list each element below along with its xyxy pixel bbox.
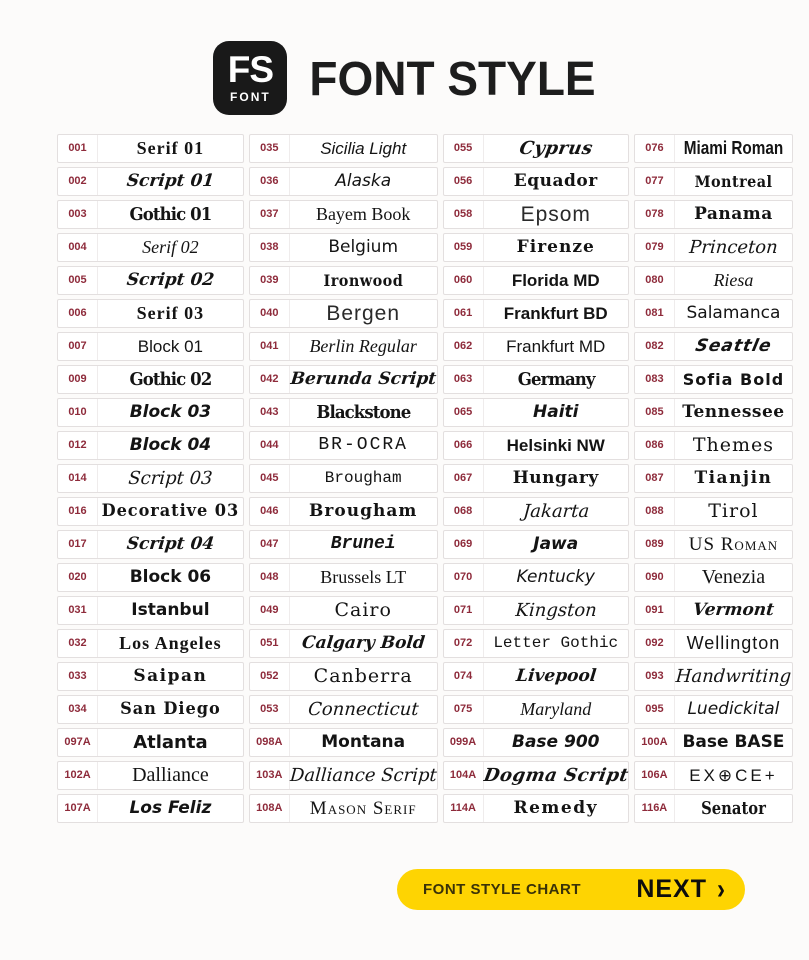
font-code: 005 bbox=[58, 267, 98, 294]
font-code: 047 bbox=[250, 531, 290, 558]
font-row bbox=[634, 464, 793, 493]
font-code: 114A bbox=[444, 795, 484, 822]
font-row bbox=[249, 365, 438, 394]
font-sample: Script 01 bbox=[125, 171, 216, 191]
font-row bbox=[249, 167, 438, 196]
font-code: 007 bbox=[58, 333, 98, 360]
font-row bbox=[634, 134, 793, 163]
font-code: 032 bbox=[58, 630, 98, 657]
font-style-grid bbox=[57, 134, 792, 827]
header bbox=[0, 0, 809, 120]
font-sample: Block 06 bbox=[129, 567, 212, 587]
logo-fs-text: FS bbox=[227, 48, 274, 90]
font-code: 098A bbox=[250, 729, 290, 756]
font-row bbox=[57, 464, 244, 493]
font-code: 083 bbox=[635, 366, 675, 393]
font-code: 052 bbox=[250, 663, 290, 690]
font-row bbox=[443, 332, 629, 361]
font-code: 103A bbox=[250, 762, 290, 789]
font-sample: Belgium bbox=[328, 237, 399, 257]
font-sample: US Roman bbox=[688, 534, 779, 555]
font-code: 041 bbox=[250, 333, 290, 360]
font-row bbox=[249, 563, 438, 592]
font-row bbox=[634, 266, 793, 295]
font-code: 091 bbox=[635, 597, 675, 624]
next-button[interactable] bbox=[397, 869, 745, 910]
font-sample: Script 04 bbox=[125, 534, 216, 554]
font-row bbox=[443, 200, 629, 229]
font-row bbox=[57, 662, 244, 691]
font-sample: Bayem Book bbox=[315, 204, 411, 224]
font-code: 069 bbox=[444, 531, 484, 558]
font-row bbox=[634, 794, 793, 823]
font-code: 100A bbox=[635, 729, 675, 756]
font-row bbox=[249, 761, 438, 790]
font-code: 097A bbox=[58, 729, 98, 756]
font-sample: Atlanta bbox=[133, 732, 208, 753]
font-row bbox=[57, 530, 244, 559]
font-row bbox=[634, 200, 793, 229]
font-sample: Dogma Script bbox=[481, 765, 630, 786]
font-code: 009 bbox=[58, 366, 98, 393]
font-code: 067 bbox=[444, 465, 484, 492]
font-sample: Montreal bbox=[694, 172, 773, 191]
font-code: 001 bbox=[58, 135, 98, 162]
font-code: 060 bbox=[444, 267, 484, 294]
font-sample: Blackstone bbox=[316, 402, 411, 423]
font-code: 037 bbox=[250, 201, 290, 228]
font-sample: Luedickital bbox=[687, 699, 780, 719]
font-sample: Berlin Regular bbox=[309, 336, 417, 356]
font-sample: Cyprus bbox=[517, 138, 595, 159]
font-code: 062 bbox=[444, 333, 484, 360]
font-row bbox=[57, 332, 244, 361]
font-sample: Montana bbox=[321, 732, 406, 752]
font-row bbox=[634, 365, 793, 394]
font-code: 092 bbox=[635, 630, 675, 657]
font-row bbox=[634, 332, 793, 361]
font-row bbox=[634, 497, 793, 526]
font-sample: Gothic 01 bbox=[129, 204, 212, 225]
font-sample: Mason Serif bbox=[309, 798, 417, 819]
font-sample: Miami Roman bbox=[683, 138, 784, 158]
font-row bbox=[249, 233, 438, 262]
chevron-right-icon: › bbox=[717, 872, 725, 906]
font-sample: Senator bbox=[701, 798, 766, 819]
font-code: 045 bbox=[250, 465, 290, 492]
font-row bbox=[249, 497, 438, 526]
font-sample: San Diego bbox=[120, 699, 221, 719]
font-code: 086 bbox=[635, 432, 675, 459]
font-code: 006 bbox=[58, 300, 98, 327]
font-sample: Sofia Bold bbox=[682, 370, 785, 389]
font-code: 095 bbox=[635, 696, 675, 723]
font-sample: Block 04 bbox=[129, 435, 212, 455]
font-sample: Remedy bbox=[513, 798, 598, 818]
font-code: 116A bbox=[635, 795, 675, 822]
font-code: 080 bbox=[635, 267, 675, 294]
font-sample: Panama bbox=[694, 204, 773, 224]
font-sample: Germany bbox=[517, 369, 595, 390]
font-code: 020 bbox=[58, 564, 98, 591]
font-sample: Jakarta bbox=[521, 501, 590, 522]
font-row bbox=[57, 200, 244, 229]
font-row bbox=[443, 464, 629, 493]
font-sample: Tennessee bbox=[682, 402, 785, 422]
font-code: 079 bbox=[635, 234, 675, 261]
font-sample: Princeton bbox=[688, 237, 779, 258]
font-row bbox=[249, 662, 438, 691]
font-code: 056 bbox=[444, 168, 484, 195]
font-code: 066 bbox=[444, 432, 484, 459]
font-sample: Salamanca bbox=[686, 303, 781, 323]
font-code: 033 bbox=[58, 663, 98, 690]
font-code: 075 bbox=[444, 696, 484, 723]
font-code: 010 bbox=[58, 399, 98, 426]
font-code: 081 bbox=[635, 300, 675, 327]
font-sample: Brougham bbox=[324, 469, 402, 487]
font-code: 106A bbox=[635, 762, 675, 789]
font-row bbox=[249, 695, 438, 724]
font-code: 039 bbox=[250, 267, 290, 294]
font-sample: Tirol bbox=[708, 500, 759, 522]
font-row bbox=[249, 134, 438, 163]
font-sample: Script 03 bbox=[127, 468, 214, 489]
font-code: 077 bbox=[635, 168, 675, 195]
font-row bbox=[57, 134, 244, 163]
font-row bbox=[57, 266, 244, 295]
font-sample: Seattle bbox=[693, 336, 774, 356]
font-row bbox=[443, 233, 629, 262]
font-row bbox=[249, 530, 438, 559]
font-sample: Florida MD bbox=[511, 271, 600, 290]
font-sample: Jawa bbox=[533, 534, 579, 554]
font-code: 048 bbox=[250, 564, 290, 591]
font-sample: Frankfurt MD bbox=[506, 337, 606, 356]
font-sample: Los Feliz bbox=[129, 798, 212, 818]
font-row bbox=[57, 794, 244, 823]
font-code: 099A bbox=[444, 729, 484, 756]
font-sample: Block 03 bbox=[129, 402, 212, 422]
font-sample: Kentucky bbox=[516, 567, 595, 587]
font-row bbox=[634, 299, 793, 328]
font-sample: Hungary bbox=[512, 468, 599, 488]
font-code: 102A bbox=[58, 762, 98, 789]
font-sample: Handwriting bbox=[674, 666, 792, 687]
font-sample: Epsom bbox=[520, 203, 591, 226]
font-row bbox=[57, 497, 244, 526]
font-code: 090 bbox=[635, 564, 675, 591]
font-sample: Haiti bbox=[533, 402, 579, 422]
font-column-4 bbox=[634, 134, 793, 827]
font-code: 034 bbox=[58, 696, 98, 723]
font-row bbox=[443, 134, 629, 163]
font-row bbox=[249, 431, 438, 460]
font-row bbox=[443, 497, 629, 526]
font-code: 003 bbox=[58, 201, 98, 228]
font-sample: Bergen bbox=[326, 302, 401, 325]
font-row bbox=[634, 596, 793, 625]
font-sample: Ironwood bbox=[323, 271, 404, 290]
font-sample: Helsinki NW bbox=[506, 436, 605, 455]
font-row bbox=[57, 596, 244, 625]
font-row bbox=[634, 563, 793, 592]
font-code: 053 bbox=[250, 696, 290, 723]
font-row bbox=[443, 365, 629, 394]
font-row bbox=[443, 662, 629, 691]
font-code: 088 bbox=[635, 498, 675, 525]
font-sample: Brussels LT bbox=[320, 567, 407, 587]
next-label: NEXT bbox=[636, 875, 707, 903]
fs-font-logo bbox=[213, 41, 287, 115]
font-row bbox=[249, 728, 438, 757]
next-wrap bbox=[636, 872, 725, 906]
font-row bbox=[57, 398, 244, 427]
font-row bbox=[443, 596, 629, 625]
font-sample: Decorative 03 bbox=[101, 501, 240, 521]
font-row bbox=[634, 629, 793, 658]
font-code: 017 bbox=[58, 531, 98, 558]
font-sample: Base BASE bbox=[682, 732, 785, 752]
font-row bbox=[443, 629, 629, 658]
font-sample: Serif 01 bbox=[136, 138, 205, 158]
font-code: 049 bbox=[250, 597, 290, 624]
font-code: 059 bbox=[444, 234, 484, 261]
font-sample: Themes bbox=[692, 434, 775, 456]
font-row bbox=[634, 167, 793, 196]
font-code: 040 bbox=[250, 300, 290, 327]
font-row bbox=[249, 266, 438, 295]
font-code: 038 bbox=[250, 234, 290, 261]
font-code: 035 bbox=[250, 135, 290, 162]
font-sample: Vermont bbox=[691, 600, 776, 620]
font-code: 044 bbox=[250, 432, 290, 459]
font-row bbox=[57, 299, 244, 328]
font-row bbox=[634, 233, 793, 262]
font-code: 107A bbox=[58, 795, 98, 822]
font-sample: Brougham bbox=[309, 501, 418, 521]
font-sample: Block 01 bbox=[137, 337, 203, 356]
font-row bbox=[57, 629, 244, 658]
font-row bbox=[249, 629, 438, 658]
font-column-2 bbox=[249, 134, 438, 827]
font-sample: EX⊕CE+ bbox=[689, 766, 778, 785]
font-row bbox=[249, 200, 438, 229]
font-sample: Alaska bbox=[335, 171, 392, 191]
font-row bbox=[634, 728, 793, 757]
font-row bbox=[249, 398, 438, 427]
font-row bbox=[443, 761, 629, 790]
font-code: 089 bbox=[635, 531, 675, 558]
font-sample: Brunei bbox=[330, 534, 396, 554]
font-row bbox=[57, 431, 244, 460]
font-code: 108A bbox=[250, 795, 290, 822]
font-row bbox=[249, 299, 438, 328]
font-row bbox=[57, 761, 244, 790]
font-sample: Serif 02 bbox=[142, 237, 199, 257]
font-row bbox=[249, 332, 438, 361]
font-row bbox=[57, 365, 244, 394]
font-code: 085 bbox=[635, 399, 675, 426]
font-sample: Cairo bbox=[334, 599, 392, 621]
font-sample: Serif 03 bbox=[136, 303, 205, 323]
font-code: 068 bbox=[444, 498, 484, 525]
font-code: 087 bbox=[635, 465, 675, 492]
font-code: 082 bbox=[635, 333, 675, 360]
font-sample: Calgary Bold bbox=[300, 633, 426, 653]
font-code: 002 bbox=[58, 168, 98, 195]
font-row bbox=[57, 233, 244, 262]
font-row bbox=[57, 563, 244, 592]
font-sample: Letter Gothic bbox=[493, 634, 619, 652]
font-code: 046 bbox=[250, 498, 290, 525]
font-sample: Berunda Script bbox=[289, 369, 438, 389]
font-sample: Sicilia Light bbox=[320, 139, 407, 158]
font-row bbox=[634, 530, 793, 559]
page-title: FONT STYLE bbox=[309, 50, 596, 106]
font-code: 061 bbox=[444, 300, 484, 327]
font-sample: Base 900 bbox=[512, 732, 600, 752]
font-row bbox=[443, 530, 629, 559]
font-row bbox=[634, 695, 793, 724]
font-row bbox=[634, 761, 793, 790]
font-row bbox=[443, 167, 629, 196]
font-code: 051 bbox=[250, 630, 290, 657]
font-code: 014 bbox=[58, 465, 98, 492]
font-sample: Riesa bbox=[713, 270, 754, 290]
font-row bbox=[443, 398, 629, 427]
font-row bbox=[249, 596, 438, 625]
font-code: 058 bbox=[444, 201, 484, 228]
font-row bbox=[634, 662, 793, 691]
logo-font-text: FONT bbox=[230, 89, 271, 104]
font-sample: Canberra bbox=[313, 665, 413, 687]
font-code: 012 bbox=[58, 432, 98, 459]
font-sample: Connecticut bbox=[307, 699, 420, 720]
font-code: 093 bbox=[635, 663, 675, 690]
font-sample: Kingston bbox=[514, 600, 598, 621]
font-code: 004 bbox=[58, 234, 98, 261]
font-code: 104A bbox=[444, 762, 484, 789]
font-code: 016 bbox=[58, 498, 98, 525]
font-code: 036 bbox=[250, 168, 290, 195]
font-column-3 bbox=[443, 134, 629, 827]
font-code: 078 bbox=[635, 201, 675, 228]
font-sample: Firenze bbox=[516, 237, 595, 257]
font-row bbox=[249, 464, 438, 493]
font-sample: Script 02 bbox=[125, 270, 216, 290]
font-code: 055 bbox=[444, 135, 484, 162]
footer bbox=[0, 869, 745, 910]
font-code: 065 bbox=[444, 399, 484, 426]
font-code: 031 bbox=[58, 597, 98, 624]
font-row bbox=[634, 398, 793, 427]
font-row bbox=[57, 167, 244, 196]
font-row bbox=[443, 299, 629, 328]
font-row bbox=[443, 794, 629, 823]
font-sample: Saipan bbox=[133, 666, 208, 686]
font-column-1 bbox=[57, 134, 244, 827]
font-sample: Livepool bbox=[514, 666, 597, 686]
font-row bbox=[57, 728, 244, 757]
font-row bbox=[443, 728, 629, 757]
font-sample: Frankfurt BD bbox=[503, 304, 608, 323]
font-sample: Istanbul bbox=[131, 600, 210, 620]
font-sample: Maryland bbox=[520, 699, 592, 719]
font-row bbox=[443, 266, 629, 295]
font-sample: Tianjin bbox=[694, 468, 773, 488]
font-row bbox=[443, 695, 629, 724]
font-sample: Equador bbox=[513, 171, 598, 191]
font-code: 071 bbox=[444, 597, 484, 624]
font-sample: BR-OCRA bbox=[318, 435, 408, 455]
font-row bbox=[443, 431, 629, 460]
font-row bbox=[634, 431, 793, 460]
font-code: 063 bbox=[444, 366, 484, 393]
font-code: 042 bbox=[250, 366, 290, 393]
font-sample: Los Angeles bbox=[119, 633, 222, 653]
font-code: 043 bbox=[250, 399, 290, 426]
font-sample: Dalliance bbox=[132, 764, 209, 786]
font-row bbox=[57, 695, 244, 724]
font-sample: Gothic 02 bbox=[129, 369, 212, 390]
font-code: 070 bbox=[444, 564, 484, 591]
font-code: 076 bbox=[635, 135, 675, 162]
font-sample: Venezia bbox=[701, 566, 766, 588]
font-row bbox=[443, 563, 629, 592]
font-code: 074 bbox=[444, 663, 484, 690]
font-code: 072 bbox=[444, 630, 484, 657]
font-sample: Dalliance Script bbox=[289, 765, 438, 786]
font-sample: Wellington bbox=[686, 633, 781, 653]
chart-label: FONT STYLE CHART bbox=[423, 881, 581, 898]
font-row bbox=[249, 794, 438, 823]
